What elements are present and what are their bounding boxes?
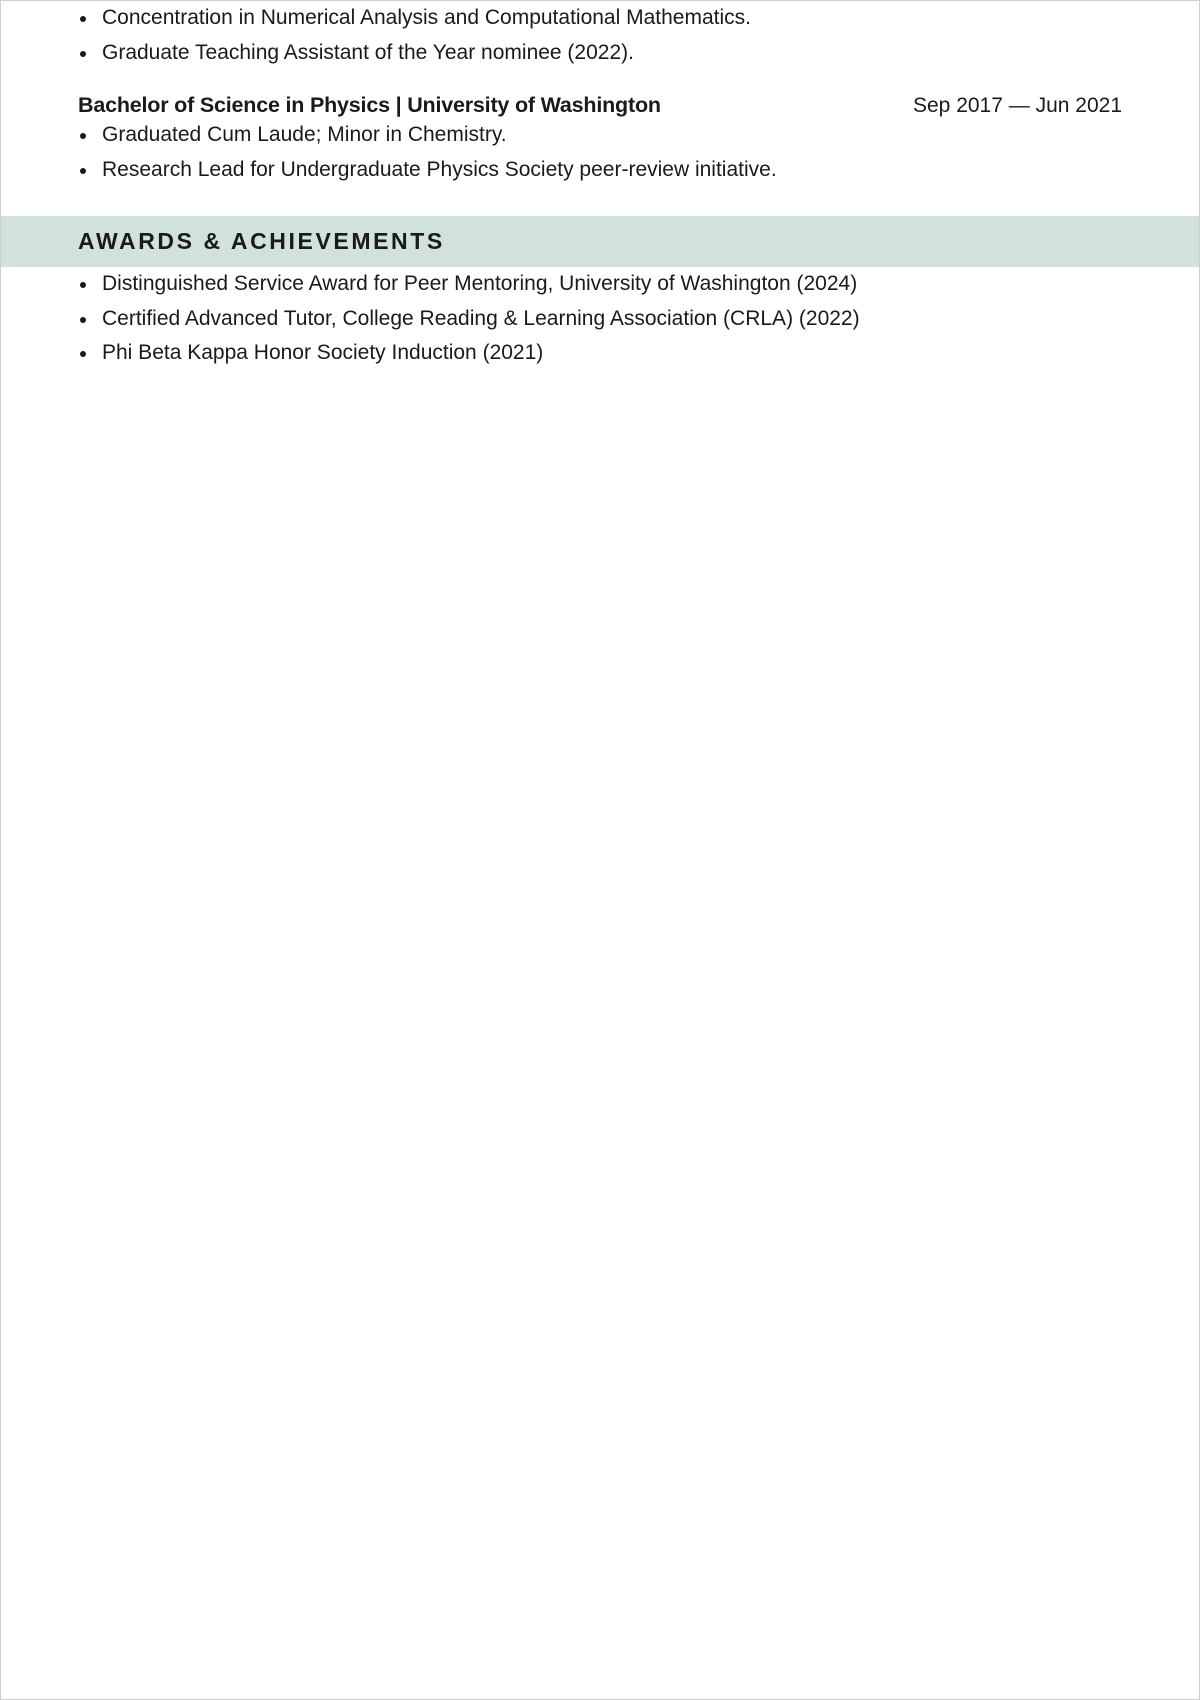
degree-bullets bbox=[78, 118, 1122, 187]
degree-header bbox=[78, 93, 1122, 118]
list-item: Certified Advanced Tutor, College Reading & Learning Association (CRLA) (2022) bbox=[78, 302, 1122, 337]
previous-degree-bullets bbox=[78, 1, 1122, 70]
education-continued bbox=[1, 1, 1199, 187]
list-item: Distinguished Service Award for Peer Mentoring, University of Washington (2024) bbox=[78, 267, 1122, 302]
section-title: AWARDS & ACHIEVEMENTS bbox=[78, 228, 445, 254]
degree-dates: Sep 2017 — Jun 2021 bbox=[913, 94, 1122, 117]
awards-section bbox=[1, 267, 1199, 371]
list-item: Graduated Cum Laude; Minor in Chemistry. bbox=[78, 118, 1122, 153]
awards-section-header bbox=[1, 216, 1199, 267]
degree-title: Bachelor of Science in Physics | University of Washington bbox=[78, 93, 661, 117]
list-item: Graduate Teaching Assistant of the Year nominee (2022). bbox=[78, 36, 1122, 71]
list-item: Phi Beta Kappa Honor Society Induction (2021) bbox=[78, 336, 1122, 371]
list-item: Concentration in Numerical Analysis and Computational Mathematics. bbox=[78, 1, 1122, 36]
awards-list bbox=[78, 267, 1122, 371]
list-item: Research Lead for Undergraduate Physics Society peer-review initiative. bbox=[78, 153, 1122, 188]
